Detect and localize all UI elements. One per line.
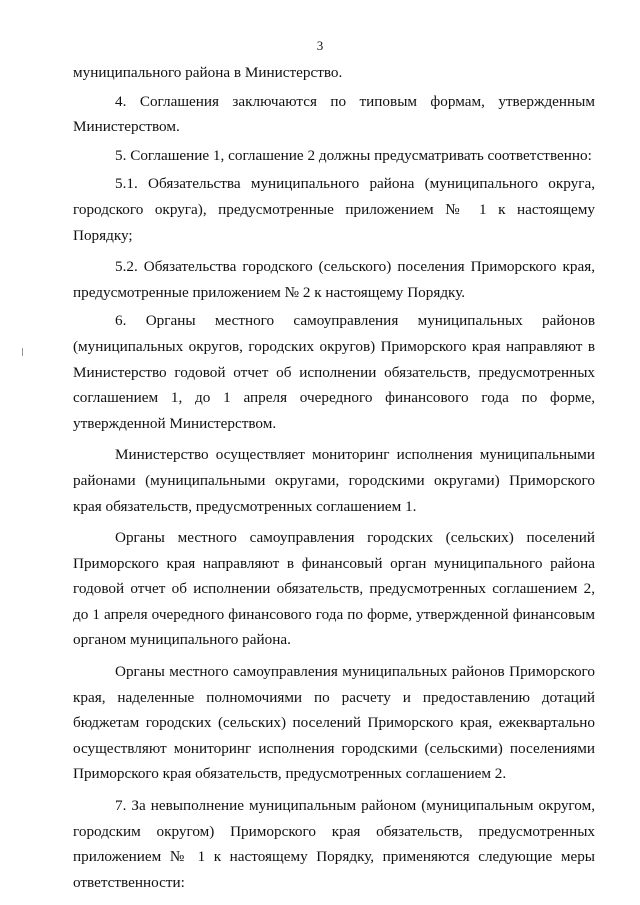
paragraph-item-5-2: 5.2. Обязательства городского (сельского) поселения Приморского края, предусмотренные приложением № 2 к настоящему Порядку. [73, 258, 595, 301]
paragraph-item-7: 7. За невыполнение муниципальным районом (муниципальным округом, городским округом) Приморского края обязательств, предусмотренных приложением № 1 к настоящему Порядку, применяются следующие меры ответственности: [73, 797, 595, 891]
paragraph-continuation: муниципального района в Министерство. [73, 64, 343, 81]
paragraph-item-4: 4. Соглашения заключаются по типовым формам, утвержденным Министерством. [73, 92, 595, 136]
paragraph-item-6: 6. Органы местного самоуправления муниципальных районов (муниципальных округов, городских округов) Приморского края направляют в Министерство годовой отчет об исполнении обязательств, предусмотренных соглашением 1, до 1 апреля очередного финансового года по форме, утвержденной Министерством. [73, 312, 595, 432]
page-number: 3 [316, 38, 324, 53]
paragraph-item-5: 5. Соглашение 1, соглашение 2 должны предусматривать соответственно: [115, 146, 592, 164]
paragraph-district-monitoring: Органы местного самоуправления муниципальных районов Приморского края, наделенные полномочиями по расчету и предоставлению дотаций бюджетам городских (сельских) поселений Приморского края, ежеквартально осуществляют мониторинг исполнения городскими (сельскими) поселениями Приморского края обязательств, предусмотренных соглашением 2. [73, 663, 595, 783]
paragraph-settlements-report: Органы местного самоуправления городских (сельских) поселений Приморского края направляют в финансовый орган муниципального района годовой отчет об исполнении обязательств, предусмотренных соглашением 2, до 1 апреля очередного финансового года по форме, утвержденной финансовым органом муниципального района. [73, 529, 595, 649]
paragraph-item-5-1: 5.1. Обязательства муниципального района (муниципального округа, городского округа), предусмотренные приложением № 1 к настоящему Порядку; [73, 175, 595, 244]
paragraph-ministry-monitoring: Министерство осуществляет мониторинг исполнения муниципальными районами (муниципальными округами, городскими округами) Приморского края обязательств, предусмотренных соглашением 1. [73, 446, 595, 515]
document-body [73, 60, 595, 898]
margin-mark [22, 348, 23, 356]
